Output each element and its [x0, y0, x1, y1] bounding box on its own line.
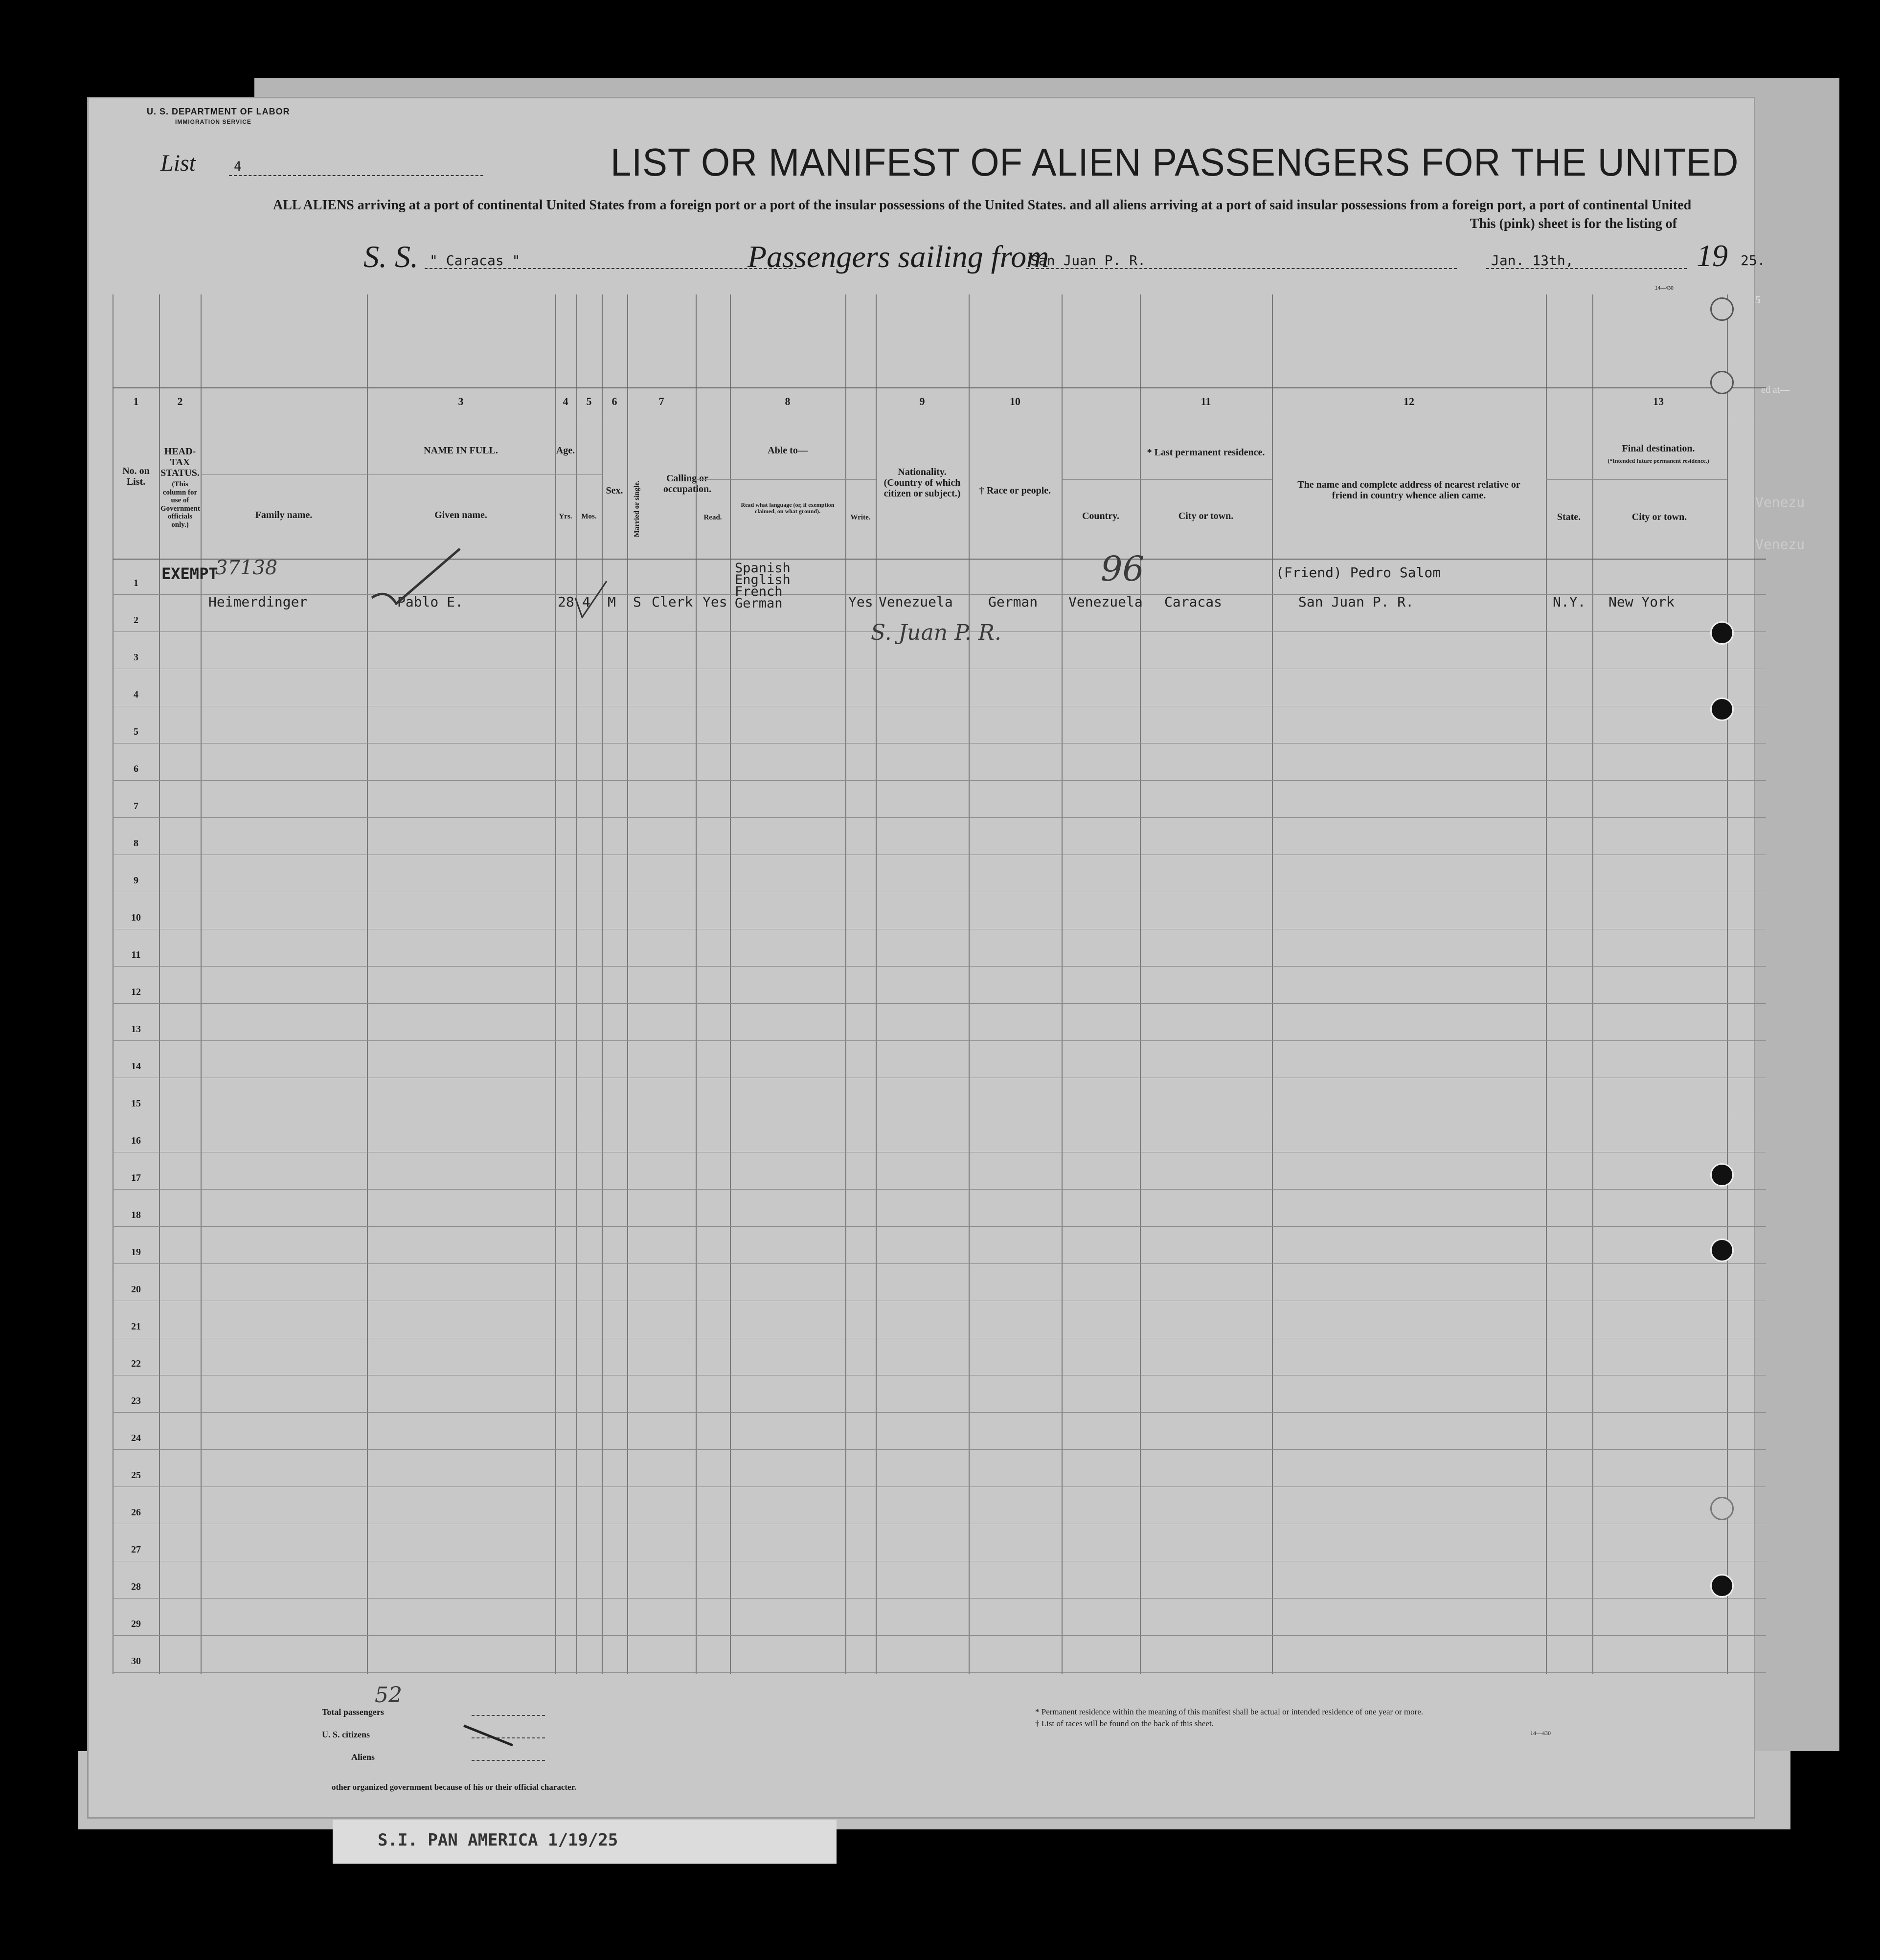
check-mark-icon: [367, 539, 465, 608]
family-name: Heimerdinger: [208, 594, 308, 610]
aliens-line: [472, 1760, 545, 1761]
row-line: [113, 1598, 1766, 1599]
header-final-destination: Final destination.: [1622, 443, 1695, 454]
row-number: 17: [131, 1172, 141, 1183]
header-read-language: Read what language (or, if exemption claimed, on what ground).: [741, 501, 835, 515]
col-line: [696, 294, 697, 1674]
language: German: [735, 596, 783, 611]
able-sub-line: [696, 479, 876, 480]
ship-line: [425, 268, 796, 269]
header-race: † Race or people.: [979, 485, 1051, 496]
pan-america-stamp: [333, 1820, 837, 1864]
row-line: [113, 1003, 1766, 1004]
edge-label: ed at—: [1761, 384, 1790, 395]
header-head-tax: HEAD-TAX STATUS.: [160, 446, 200, 478]
head-tax-handwriting: 37138: [215, 557, 278, 579]
exempt-stamp: EXEMPT: [161, 564, 218, 583]
relative-name: (Friend) Pedro Salom: [1276, 564, 1441, 581]
language: English: [735, 572, 791, 587]
header-last-residence: * Last permanent residence.: [1147, 447, 1265, 458]
header-top-line: [113, 387, 1766, 388]
dest-sub-line: [1546, 479, 1727, 480]
row-number: 21: [131, 1321, 141, 1332]
service-label: IMMIGRATION SERVICE: [175, 118, 251, 125]
col-line: [845, 294, 846, 1674]
col-line: [1546, 294, 1547, 1674]
col-number: 6: [612, 395, 617, 407]
punch-hole-icon: [1710, 1163, 1734, 1187]
punch-hole-icon: [1710, 1574, 1734, 1598]
residence-sub-line: [1062, 479, 1272, 480]
can-read: Yes: [702, 594, 727, 610]
relative-address: San Juan P. R.: [1298, 594, 1414, 610]
col-line: [876, 294, 877, 1674]
col-number: 5: [586, 395, 592, 407]
col-number: 7: [658, 395, 664, 407]
col-number: 1: [133, 395, 139, 407]
name-sub-line: [201, 474, 555, 475]
col-line: [1727, 294, 1728, 1674]
us-citizens-label: U. S. citizens: [322, 1730, 370, 1739]
col-line: [367, 294, 368, 1674]
row-line: [113, 966, 1766, 967]
age-years: 28: [558, 594, 574, 610]
row-number: 26: [131, 1507, 141, 1518]
header-able-to: Able to—: [768, 445, 808, 456]
can-write: Yes: [848, 594, 873, 610]
edge-text: Venezu: [1755, 536, 1805, 552]
punch-hole-icon: [1710, 1497, 1734, 1520]
punch-hole-icon: [1710, 371, 1734, 394]
aliens-label: Aliens: [351, 1752, 375, 1762]
header-family-name: Family name.: [255, 510, 313, 520]
col-line: [627, 294, 628, 1674]
punch-hole-icon: [1710, 621, 1734, 645]
languages: [735, 563, 791, 609]
subtitle-line-2: This (pink) sheet is for the listing of: [1470, 216, 1677, 231]
row-line: [113, 1189, 1766, 1190]
total-passengers-label: Total passengers: [322, 1707, 384, 1717]
punch-hole-icon: [1710, 698, 1734, 721]
nationality: Venezuela: [879, 594, 953, 610]
col-number: 2: [177, 395, 183, 407]
header-name-in-full: NAME IN FULL.: [424, 445, 498, 456]
row-number: 27: [131, 1544, 141, 1555]
year-prefix: 19: [1697, 238, 1728, 273]
age-months: 4: [582, 594, 590, 610]
col-line: [201, 294, 202, 1674]
row-number: 1: [134, 578, 138, 588]
row-number: 28: [131, 1581, 141, 1592]
stamp-text: S.I. PAN AMERICA 1/19/25: [378, 1830, 618, 1850]
row-number: 8: [134, 838, 138, 849]
col-number: 11: [1200, 395, 1211, 407]
col-number: 13: [1653, 395, 1664, 407]
row-number: 13: [131, 1024, 141, 1035]
tick-mark-icon: [572, 578, 612, 622]
residence-country: Venezuela: [1068, 594, 1143, 610]
header-calling: Calling or occupation.: [663, 473, 712, 495]
form-number-top: 14—430: [1655, 286, 1674, 291]
row-number: 19: [131, 1247, 141, 1258]
dest-city: New York: [1608, 594, 1675, 610]
handwritten-52: 52: [375, 1683, 402, 1708]
form-number-bottom: 14—430: [1530, 1730, 1551, 1736]
row-number: 23: [131, 1396, 141, 1406]
list-line: [229, 175, 483, 176]
row-number: 14: [131, 1061, 141, 1072]
row-line: [113, 1226, 1766, 1227]
ss-label: S. S.: [363, 239, 418, 274]
header-no-on-list: No. on List.: [122, 466, 150, 487]
col-line: [555, 294, 556, 1674]
manifest-sheet: [87, 97, 1766, 1819]
header-nationality: Nationality. (Country of which citizen or subject.): [883, 467, 961, 499]
row-number: 4: [134, 689, 138, 700]
row-line: [113, 1263, 1766, 1264]
language: French: [735, 584, 783, 599]
occupation: Clerk: [652, 594, 693, 610]
sex: M: [608, 594, 616, 610]
col-line: [730, 294, 731, 1674]
header-final-note: (*Intended future permanent residence.): [1608, 457, 1709, 464]
department-label: U. S. DEPARTMENT OF LABOR: [147, 107, 290, 116]
sailing-label: Passengers sailing from: [747, 239, 1049, 274]
row-number: 9: [134, 875, 138, 886]
other-gov-text: other organized government because of his or their official character.: [332, 1782, 576, 1792]
col-number: 8: [785, 395, 791, 407]
year-suffix: 25.: [1741, 252, 1766, 269]
row-line: [113, 1672, 1766, 1673]
row-line: [113, 1449, 1766, 1450]
subtitle-bold: ALL ALIENS: [273, 198, 354, 213]
header-age: Age.: [556, 445, 575, 456]
header-bottom-line: [113, 559, 1766, 560]
page-title: LIST OR MANIFEST OF ALIEN PASSENGERS FOR THE UNITED: [611, 140, 1739, 184]
edge-text: Venezu: [1755, 494, 1805, 510]
list-label: List: [160, 150, 196, 176]
header-relative: The name and complete address of nearest relative or friend in country whence alien came.: [1297, 479, 1520, 501]
col-line: [969, 294, 970, 1674]
row-number: 6: [134, 764, 138, 774]
port-value: San Juan P. R.: [1030, 252, 1146, 269]
header-write: Write.: [850, 514, 871, 521]
header-read: Read.: [703, 514, 722, 521]
punch-hole-icon: [1710, 1239, 1734, 1262]
row-number: 15: [131, 1098, 141, 1109]
footnote-races: † List of races will be found on the back of this sheet.: [1035, 1719, 1214, 1728]
date-value: Jan. 13th,: [1491, 252, 1574, 269]
row-line: [113, 1040, 1766, 1041]
race: German: [988, 594, 1038, 610]
row-number: 18: [131, 1210, 141, 1220]
row-number: 30: [131, 1656, 141, 1667]
subtitle-line-1: [273, 198, 1691, 213]
row-line: [113, 780, 1766, 781]
col-number: 10: [1010, 395, 1020, 407]
row-number: 20: [131, 1284, 141, 1295]
port-line: [1026, 268, 1457, 269]
given-name: Pablo E.: [397, 594, 463, 610]
row-number: 3: [134, 652, 138, 663]
slash-mark-icon: [459, 1721, 518, 1750]
header-given-name: Given name.: [434, 510, 487, 520]
col-number: 3: [458, 395, 464, 407]
header-dest-city: City or town.: [1631, 512, 1687, 522]
header-state: State.: [1557, 512, 1581, 522]
ship-name: " Caracas ": [430, 252, 521, 269]
row-number: 22: [131, 1358, 141, 1369]
col-number: 4: [563, 395, 568, 407]
row-line: [113, 1412, 1766, 1413]
edge-col-number: 5: [1755, 293, 1761, 306]
col-line: [576, 294, 577, 1674]
language: Spanish: [735, 561, 791, 576]
row-line: [113, 817, 1766, 818]
col-number: 9: [919, 395, 925, 407]
header-city: City or town.: [1178, 511, 1234, 521]
header-head-tax-note: (This column for use of Government officials only.): [160, 480, 200, 529]
marital-status: S: [633, 594, 641, 610]
header-country: Country.: [1082, 511, 1120, 521]
dest-state: N.Y.: [1553, 594, 1586, 610]
row-number: 29: [131, 1619, 141, 1629]
list-number: 4: [234, 159, 242, 174]
punch-hole-icon: [1710, 297, 1734, 321]
header-mos: Mos.: [581, 513, 597, 520]
col-line: [1272, 294, 1273, 1674]
manifest-table: [113, 294, 1766, 1708]
col-line: [159, 294, 160, 1674]
col-line: [1062, 294, 1063, 1674]
subtitle-text: arriving at a port of continental United States from a foreign port or a port of the insular possessions of the United States. and all aliens arriving at a port of said insular possessions from a foreign port, a port of continental United: [357, 198, 1692, 213]
row-number: 5: [134, 726, 138, 737]
header-married: Married or single.: [633, 480, 641, 538]
row-number: 2: [134, 615, 138, 626]
col-line: [1592, 294, 1593, 1674]
date-line: [1486, 268, 1687, 269]
total-passengers-line: [472, 1715, 545, 1716]
header-yrs: Yrs.: [559, 513, 572, 520]
age-sub-line: [555, 474, 602, 475]
row-number: 12: [131, 987, 141, 997]
row-number: 24: [131, 1433, 141, 1443]
residence-city: Caracas: [1164, 594, 1223, 610]
col-number: 12: [1404, 395, 1414, 407]
header-sex: Sex.: [606, 485, 623, 496]
row-number: 11: [131, 949, 141, 960]
col-line: [602, 294, 603, 1674]
row-number: 16: [131, 1135, 141, 1146]
handwritten-row2: S. Juan P. R.: [871, 620, 1001, 645]
row-number: 25: [131, 1470, 141, 1481]
row-number: 7: [134, 801, 138, 811]
handwritten-96: 96: [1101, 549, 1145, 589]
col-line: [1140, 294, 1141, 1674]
row-number: 10: [131, 912, 141, 923]
row-line: [113, 1635, 1766, 1636]
footnote-residence: * Permanent residence within the meaning of this manifest shall be actual or intended residence of one year or more.: [1035, 1707, 1424, 1716]
